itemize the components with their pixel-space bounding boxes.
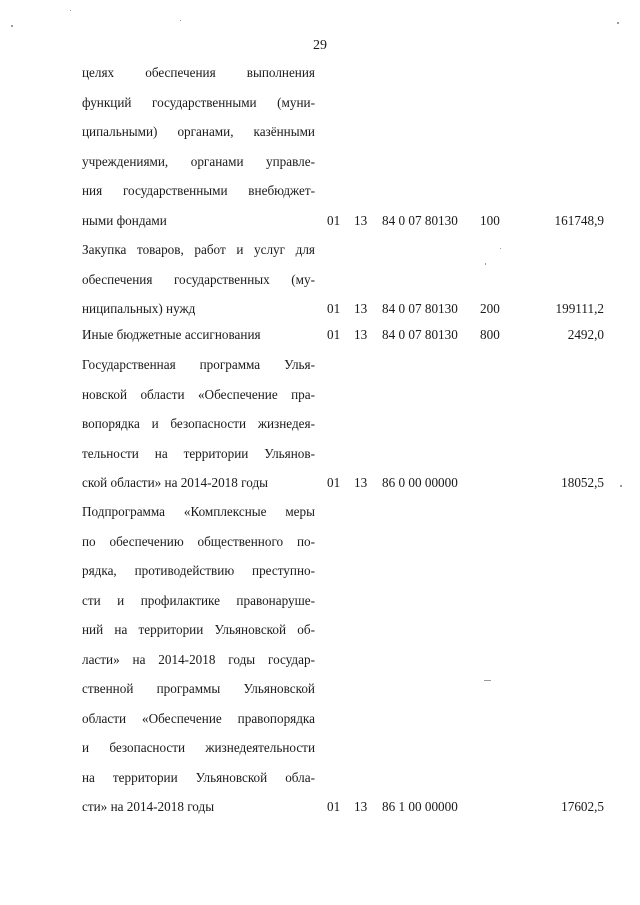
section-code: 01 [327, 327, 341, 342]
description-line: по обеспечению общественного по- [82, 533, 315, 549]
description-line: Иные бюджетные ассигнования [82, 327, 261, 342]
description-line: области «Обеспечение правопорядка [82, 710, 315, 726]
description-line: вопорядка и безопасности жизнедея- [82, 416, 315, 431]
amount: 161748,9 [554, 212, 604, 228]
description-line: и безопасности жизнедеятельности [82, 740, 315, 755]
subsection-code: 13 [354, 301, 368, 316]
description-line: ными фондами [82, 212, 167, 228]
description-line: ласти» на 2014-2018 годы государ- [82, 651, 315, 667]
description-line: учреждениями, органами управле- [82, 153, 315, 169]
subsection-code: 13 [354, 327, 368, 342]
amount: 199111,2 [555, 301, 604, 316]
target-article-code: 84 0 07 80130 [382, 327, 458, 342]
subsection-code: 13 [354, 212, 368, 228]
description-line: обеспечения государственных (му- [82, 271, 315, 287]
row-description [82, 497, 315, 822]
section-code: 01 [327, 301, 341, 316]
description-line: ний на территории Ульяновской об- [82, 622, 315, 637]
amount: 2492,0 [567, 327, 604, 342]
scan-speck [500, 248, 501, 249]
expense-type-code: 800 [480, 327, 500, 342]
scan-speck [485, 263, 486, 265]
scan-speck [11, 25, 13, 27]
target-article-code: 86 0 00 00000 [382, 475, 458, 490]
section-code: 01 [327, 212, 341, 228]
scan-speck [620, 485, 622, 487]
subsection-code: 13 [354, 799, 368, 814]
expense-type-code: 200 [480, 301, 500, 316]
scan-speck [70, 10, 71, 11]
row-description [82, 350, 315, 498]
description-line: функций государственными (муни- [82, 94, 315, 110]
description-line: Закупка товаров, работ и услуг для [82, 242, 315, 257]
row-description [82, 58, 315, 235]
target-article-code: 86 1 00 00000 [382, 799, 458, 814]
row-description [82, 235, 315, 324]
description-line: ния государственными внебюджет- [82, 183, 315, 198]
description-line: Государственная программа Улья- [82, 357, 315, 372]
target-article-code: 84 0 07 80130 [382, 301, 458, 316]
description-line: ципальными) органами, казёнными [82, 124, 315, 139]
expense-type-code: 100 [480, 212, 500, 228]
description-line: на территории Ульяновской обла- [82, 769, 315, 785]
description-line: сти» на 2014-2018 годы [82, 799, 215, 814]
amount: 18052,5 [561, 475, 604, 490]
description-line: целях обеспечения выполнения [82, 65, 315, 80]
description-line: ниципальных) нужд [82, 301, 196, 316]
description-line: новской области «Обеспечение пра- [82, 386, 315, 402]
scan-speck [484, 680, 491, 681]
page-number: 29 [313, 38, 327, 53]
amount: 17602,5 [561, 799, 604, 814]
description-line: тельности на территории Ульянов- [82, 445, 315, 461]
scan-speck [180, 20, 181, 21]
description-line: Подпрограмма «Комплексные меры [82, 504, 315, 519]
description-line: рядка, противодействию преступно- [82, 563, 315, 578]
subsection-code: 13 [354, 475, 368, 490]
scan-speck [617, 22, 619, 24]
section-code: 01 [327, 799, 341, 814]
target-article-code: 84 0 07 80130 [382, 212, 458, 228]
description-line: ской области» на 2014-2018 годы [82, 475, 269, 490]
description-line: сти и профилактике правонаруше- [82, 592, 315, 608]
section-code: 01 [327, 475, 341, 490]
row-description [82, 320, 315, 350]
description-line: ственной программы Ульяновской [82, 681, 315, 696]
